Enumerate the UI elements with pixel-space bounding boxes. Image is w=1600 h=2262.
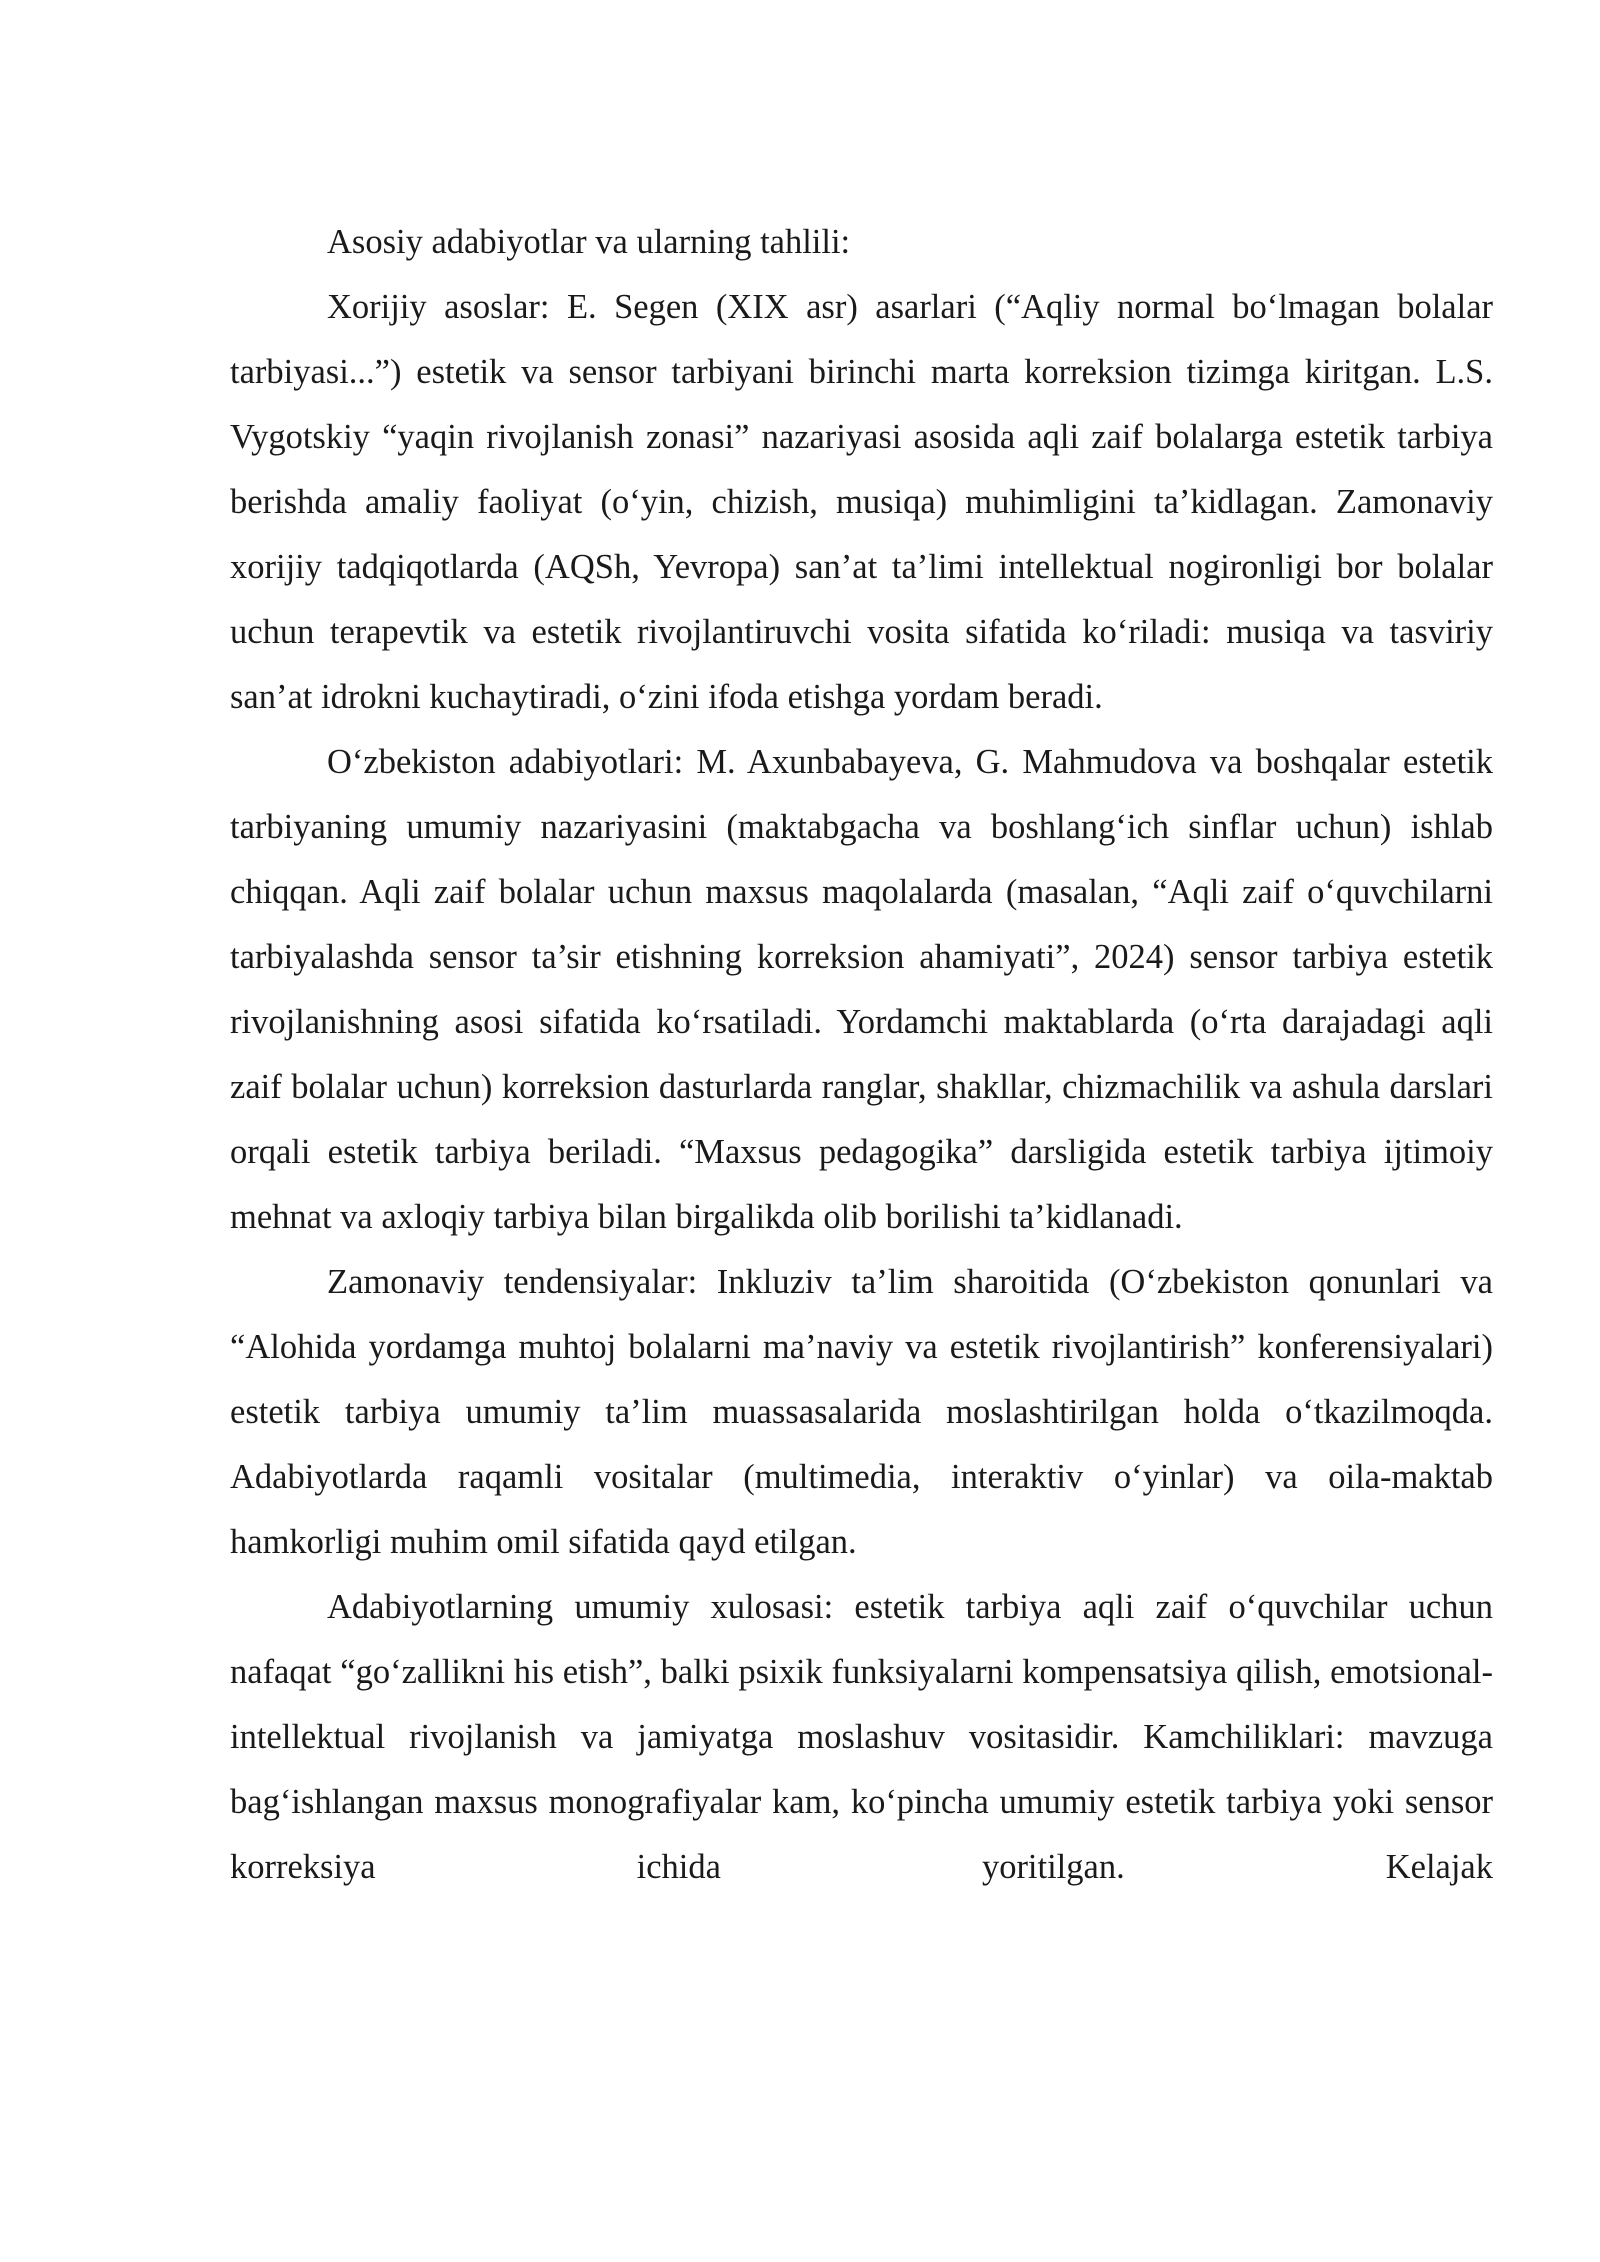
- body-text: [230, 210, 1493, 1900]
- paragraph-uzbek-sources: O‘zbekiston adabiyotlari: M. Axunbabayeva, G. Mahmudova va boshqalar estetik tarbiyaning umumiy nazariyasini (maktabgacha va boshlang‘ich sinflar uchun) ishlab chiqqan. Aqli zaif bolalar uchun maxsus maqolalarda (masalan, “Aqli zaif o‘quvchilarni tarbiyalashda sensor ta’sir etishning korreksion ahamiyati”, 2024) sensor tarbiya estetik rivojlanishning asosi sifatida ko‘rsatiladi. Yordamchi maktablarda (o‘rta darajadagi aqli zaif bolalar uchun) korreksion dasturlarda ranglar, shakllar, chizmachilik va ashula darslari orqali estetik tarbiya beriladi. “Maxsus pedagogika” darsligida estetik tarbiya ijtimoiy mehnat va axloqiy tarbiya bilan birgalikda olib borilishi ta’kidlanadi.: [230, 743, 1493, 1236]
- paragraph-modern-trends: Zamonaviy tendensiyalar: Inkluziv ta’lim sharoitida (O‘zbekiston qonunlari va “Alohida yordamga muhtoj bolalarni ma’naviy va estetik rivojlantirish” konferensiyalari) estetik tarbiya umumiy ta’lim muassasalarida moslashtirilgan holda o‘tkazilmoqda. Adabiyotlarda raqamli vositalar (multimedia, interaktiv o‘yinlar) va oila-maktab hamkorligi muhim omil sifatida qayd etilgan.: [230, 1263, 1493, 1561]
- paragraph-foreign-sources: Xorijiy asoslar: E. Segen (XIX asr) asarlari (“Aqliy normal boʻlmagan bolalar tarbiyasi...”) estetik va sensor tarbiyani birinchi marta korreksion tizimga kiritgan. L.S. Vygotskiy “yaqin rivojlanish zonasi” nazariyasi asosida aqli zaif bolalarga estetik tarbiya berishda amaliy faoliyat (o‘yin, chizish, musiqa) muhimligini ta’kidlagan. Zamonaviy xorijiy tadqiqotlarda (AQSh, Yevropa) san’at ta’limi intellektual nogironligi bor bolalar uchun terapevtik va estetik rivojlantiruvchi vosita sifatida ko‘riladi: musiqa va tasviriy san’at idrokni kuchaytiradi, o‘zini ifoda etishga yordam beradi.: [230, 288, 1493, 716]
- paragraph-heading: Asosiy adabiyotlar va ularning tahlili:: [327, 223, 851, 261]
- paragraph-general-conclusion: Adabiyotlarning umumiy xulosasi: estetik tarbiya aqli zaif o‘quvchilar uchun nafaqat “go‘zallikni his etish”, balki psixik funksiyalarni kompensatsiya qilish, emotsional-intellektual rivojlanish va jamiyatga moslashuv vositasidir. Kamchiliklari: mavzuga bag‘ishlangan maxsus monografiyalar kam, ko‘pincha umumiy estetik tarbiya yoki sensor korreksiya ichida yoritilgan. Kelajak: [230, 1588, 1493, 1886]
